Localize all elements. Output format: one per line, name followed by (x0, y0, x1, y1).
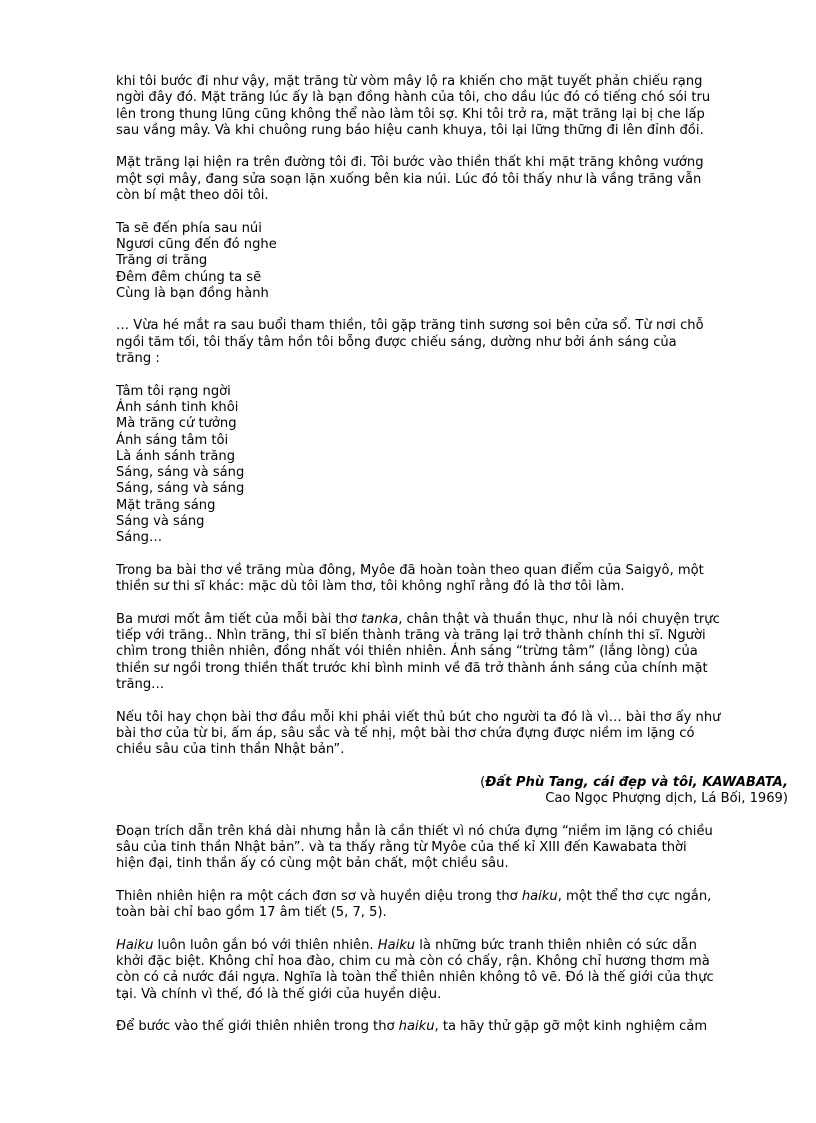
paragraph-enter-haiku (116, 1019, 788, 1035)
paragraph-long-quote (116, 824, 788, 873)
paragraph-moon-walk (116, 74, 788, 139)
poem-line: Ta sẽ đến phía sau núi (116, 220, 262, 236)
text-line: còn có cả nước đái ngựa. Nghĩa là toàn thể thiên nhiên không tô vẽ. Đó là thế giới của thực (116, 970, 714, 986)
text-line: trăng… (116, 676, 165, 692)
text-line: Trong ba bài thơ về trăng mùa đông, Myôe đã hoàn toàn theo quan điểm của Saigyô, một (116, 562, 704, 578)
poem-line: Mà trăng cứ tưởng (116, 416, 237, 432)
text-line (116, 938, 788, 954)
text-line: chìm trong thiên nhiên, đồng nhất vói thiên nhiên. Ánh sáng “trừng tâm” (lắng lòng) của (116, 644, 698, 660)
poem-line: Ngươi cũng đến đó nghe (116, 236, 277, 252)
text-line: Nếu tôi hay chọn bài thơ đầu mỗi khi phải viết thủ bút cho người ta đó là vì… bài thơ ấy như (116, 709, 721, 725)
poem-companion (116, 221, 788, 302)
paragraph-tanka (116, 612, 788, 693)
text-line: Mặt trăng lại hiện ra trên đường tôi đi. Tôi bước vào thiền thất khi mặt trăng không vướng (116, 155, 704, 171)
poem-line: Trăng ơi trăng (116, 253, 208, 269)
text-line (116, 612, 788, 628)
poem-line: Là ánh sánh trăng (116, 448, 236, 464)
citation-line (116, 775, 788, 791)
text-line: một sợi mây, đang sửa soạn lặn xuống bên kia núi. Lúc đó tôi thấy như là vầng trăng vẫn (116, 171, 702, 187)
text-line: sau vầng mây. Và khi chuông rung báo hiệu canh khuya, tôi lại lững thững đi lên đỉnh đồi. (116, 122, 704, 138)
poem-line: Ánh sáng tâm tôi (116, 432, 229, 448)
paragraph-after-meditation (116, 318, 788, 367)
poem-line: Ánh sánh tinh khôi (116, 399, 239, 415)
text-run: Để bước vào thế giới thiên nhiên trong thơ (116, 1019, 399, 1035)
citation-block (116, 775, 788, 808)
text-run: luôn luôn gắn bó với thiên nhiên. (153, 937, 378, 953)
paragraph-winter-poems (116, 563, 788, 596)
paragraph-haiku-intro (116, 889, 788, 922)
text-line: ngồi tăm tối, tôi thấy tâm hồn tôi bỗng được chiếu sáng, dường như bởi ánh sáng của (116, 334, 677, 350)
poem-line: Sáng, sáng và sáng (116, 465, 245, 481)
text-line: khởi đặc biệt. Không chỉ hoa đào, chim cu mà còn có chấy, rận. Không chỉ hương thơm mà (116, 954, 710, 970)
emphasis-haiku: Haiku (377, 937, 416, 953)
text-line: lên trong thung lũng cũng không thể nào làm tôi sợ. Khi tôi trở ra, mặt trăng lại bị che lấp (116, 106, 705, 122)
text-line: ngời đây đó. Mặt trăng lúc ấy là bạn đồng hành của tôi, cho dầu lúc đó có tiếng chó sói tru (116, 90, 711, 106)
paragraph-first-poem (116, 710, 788, 759)
poem-line: Mặt trăng sáng (116, 497, 216, 513)
text-line: chiều sâu của tinh thần Nhật bản”. (116, 742, 345, 758)
document-page (116, 74, 788, 1052)
paragraph-haiku-nature (116, 938, 788, 1003)
text-line: Đoạn trích dẫn trên khá dài nhưng hẳn là cần thiết vì nó chứa đựng “niềm im lặng có chiều (116, 823, 713, 839)
text-line: hiện đại, tinh thần ấy có cùng một bản chất, một chiều sâu. (116, 856, 509, 872)
poem-line: Sáng, sáng và sáng (116, 481, 245, 497)
poem-line: Sáng… (116, 530, 163, 546)
poem-line: Cùng là bạn đồng hành (116, 285, 269, 301)
emphasis-haiku: haiku (398, 1019, 435, 1035)
emphasis-tanka: tanka (361, 611, 399, 627)
poem-line: Đêm đêm chúng ta sẽ (116, 269, 262, 285)
text-line (116, 1019, 788, 1035)
text-line: … Vừa hé mắt ra sau buổi tham thiền, tôi gặp trăng tinh sương soi bên cửa sổ. Từ nơi chỗ (116, 318, 704, 334)
poem-line: Sáng và sáng (116, 514, 205, 530)
emphasis-haiku: Haiku (116, 937, 154, 953)
emphasis-haiku: haiku (521, 888, 558, 904)
text-line: còn bí mật theo dõi tôi. (116, 188, 269, 204)
text-line: thiền sư thi sĩ khác: mặc dù tôi làm thơ, tôi không nghĩ rằng đó là thơ tôi làm. (116, 579, 625, 595)
paragraph-moon-reappears (116, 155, 788, 204)
text-line: thiền sư ngồi trong thiền thất trước khi bình minh về đã trở thành ánh sáng của chính mặt (116, 660, 708, 676)
poem-bright-heart (116, 384, 788, 547)
text-run: Ba mươi mốt âm tiết của mỗi bài thơ (116, 611, 362, 627)
citation-title: Đất Phù Tang, cái đẹp và tôi, KAWABATA, (485, 774, 788, 790)
text-line: tại. Và chính vì thế, đó là thế giới của huyền diệu. (116, 986, 442, 1002)
text-run: là những bức tranh thiên nhiên có sức dẫn (415, 937, 697, 953)
text-line: tiếp với trăng.. Nhìn trăng, thi sĩ biến thành trăng và trăng lại trở thành chính thi sĩ. Người (116, 628, 706, 644)
text-run: Thiên nhiên hiện ra một cách đơn sơ và huyền diệu trong thơ (116, 888, 522, 904)
text-line: sâu của tinh thần Nhật bản”. và ta thấy rằng từ Myôe của thế kỉ XIII đến Kawabata thời (116, 839, 687, 855)
citation-open-paren: ( (480, 774, 486, 790)
text-line: bài thơ của từ bi, ấm áp, sâu sắc và tế nhị, một bài thơ chứa đựng được niềm im lặng có (116, 725, 695, 741)
text-line: trăng : (116, 351, 160, 367)
text-line: khi tôi bước đi như vậy, mặt trăng từ vòm mây lộ ra khiến cho mặt tuyết phản chiếu rạng (116, 74, 703, 89)
citation-source: Cao Ngọc Phượng dịch, Lá Bối, 1969) (545, 791, 788, 807)
text-run: , một thể thơ cực ngắn, (557, 888, 712, 904)
text-line (116, 889, 788, 905)
poem-line: Tâm tôi rạng ngời (116, 383, 231, 399)
text-line: toàn bài chỉ bao gồm 17 âm tiết (5, 7, 5). (116, 905, 387, 921)
text-run: , ta hãy thử gặp gỡ một kinh nghiệm cảm (434, 1019, 708, 1035)
text-run: , chân thật và thuần thục, như là nói chuyện trực (398, 611, 720, 627)
